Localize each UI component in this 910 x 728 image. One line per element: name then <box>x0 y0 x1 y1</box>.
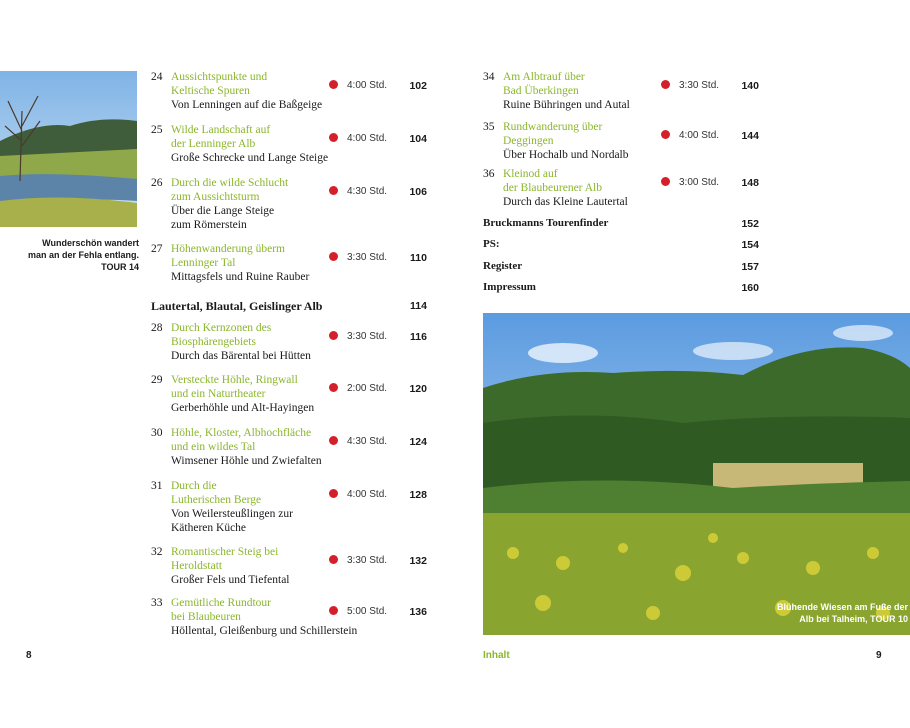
tour-number: 29 <box>151 374 163 386</box>
tour-title: Kleinod auf <box>503 168 558 180</box>
section-page: 114 <box>410 300 427 312</box>
tour-duration: 3:30 Std. <box>679 80 720 91</box>
tour-title: Am Albtrauf über <box>503 71 585 83</box>
tour-duration: 3:30 Std. <box>347 331 388 342</box>
difficulty-dot-icon <box>329 252 338 261</box>
tour-number: 31 <box>151 480 163 492</box>
difficulty-dot-icon <box>329 606 338 615</box>
difficulty-dot-icon <box>329 186 338 195</box>
tour-title: und ein Naturtheater <box>171 388 266 400</box>
tour-number: 24 <box>151 71 163 83</box>
tour-subtitle: Durch das Bärental bei Hütten <box>171 350 311 362</box>
tour-title: Höhle, Kloster, Albhochfläche <box>171 427 312 439</box>
difficulty-dot-icon <box>329 331 338 340</box>
tour-number: 34 <box>483 71 495 83</box>
toc-extra-page: 157 <box>741 261 759 273</box>
tour-page: 148 <box>741 177 759 189</box>
difficulty-dot-icon <box>329 133 338 142</box>
tour-subtitle: Ruine Bühringen und Autal <box>503 99 630 111</box>
tour-subtitle: Über Hochalb und Nordalb <box>503 149 629 161</box>
tour-subtitle: Kätheren Küche <box>171 522 247 534</box>
right-photo <box>483 313 910 635</box>
tour-title: Versteckte Höhle, Ringwall <box>171 374 298 386</box>
toc-extra-page: 152 <box>741 218 759 230</box>
tour-page: 110 <box>410 252 427 264</box>
tour-title: Lenninger Tal <box>171 257 236 269</box>
tour-duration: 5:00 Std. <box>347 606 388 617</box>
tour-number: 26 <box>151 177 163 189</box>
tour-number: 33 <box>151 597 163 609</box>
tour-title: Bad Überkingen <box>503 85 579 97</box>
tour-title: und ein wildes Tal <box>171 441 256 453</box>
tour-page: 124 <box>409 436 427 448</box>
left-caption <box>10 237 139 273</box>
tour-duration: 4:30 Std. <box>347 436 388 447</box>
left-caption-line: Wunderschön wandert <box>42 238 139 248</box>
left-caption-line: TOUR 14 <box>101 262 139 272</box>
tour-duration: 4:00 Std. <box>347 80 388 91</box>
tour-page: 128 <box>409 489 427 501</box>
difficulty-dot-icon <box>329 80 338 89</box>
footer-section: Inhalt <box>483 650 510 661</box>
tour-page: 104 <box>409 133 427 145</box>
difficulty-dot-icon <box>329 489 338 498</box>
tour-title: bei Blaubeuren <box>171 611 241 623</box>
tour-page: 120 <box>409 383 427 395</box>
section-heading: Lautertal, Blautal, Geislinger Alb <box>151 299 323 313</box>
left-photo <box>0 71 137 227</box>
difficulty-dot-icon <box>661 177 670 186</box>
tour-title: Durch die wilde Schlucht <box>171 177 289 189</box>
left-caption-line: man an der Fehla entlang. <box>27 250 139 260</box>
left-page-number: 8 <box>26 650 32 661</box>
tour-number: 32 <box>151 546 163 558</box>
tour-duration: 3:30 Std. <box>347 555 388 566</box>
difficulty-dot-icon <box>329 555 338 564</box>
tour-duration: 3:30 Std. <box>347 252 388 263</box>
toc-extra-label[interactable]: Register <box>483 260 523 272</box>
tour-number: 36 <box>483 168 495 180</box>
tour-page: 106 <box>409 186 427 198</box>
tour-subtitle: Durch das Kleine Lautertal <box>503 196 628 208</box>
tour-page: 136 <box>409 606 427 618</box>
tour-duration: 4:30 Std. <box>347 186 388 197</box>
tour-number: 28 <box>151 322 163 334</box>
tour-number: 25 <box>151 124 163 136</box>
tour-title: Durch die <box>171 480 217 492</box>
tour-page: 116 <box>410 331 427 343</box>
tour-subtitle: Mittagsfels und Ruine Rauber <box>171 271 310 283</box>
tour-title: Keltische Spuren <box>171 85 250 97</box>
tour-page: 102 <box>409 80 427 92</box>
tour-subtitle: Große Schrecke und Lange Steige <box>171 152 329 164</box>
tour-title: Gemütliche Rundtour <box>171 597 271 609</box>
tour-title: Biosphärengebiets <box>171 336 256 348</box>
tour-title: Wilde Landschaft auf <box>171 124 271 136</box>
tour-title: Lutherischen Berge <box>171 494 262 506</box>
tour-duration: 4:00 Std. <box>347 133 388 144</box>
tour-page: 140 <box>741 80 759 92</box>
difficulty-dot-icon <box>329 436 338 445</box>
tour-number: 30 <box>151 427 163 439</box>
difficulty-dot-icon <box>661 130 670 139</box>
tour-subtitle: zum Römerstein <box>171 219 247 231</box>
toc-extra-label[interactable]: Bruckmanns Tourenfinder <box>483 217 609 229</box>
tour-duration: 2:00 Std. <box>347 383 388 394</box>
toc-extra-label[interactable]: PS: <box>483 238 500 250</box>
tour-page: 144 <box>741 130 759 142</box>
tour-subtitle: Höllental, Gleißenburg und Schillerstein <box>171 625 358 637</box>
tour-title: Heroldstatt <box>171 560 223 572</box>
tour-subtitle: Wimsener Höhle und Zwiefalten <box>171 455 322 467</box>
tour-duration: 4:00 Std. <box>679 130 720 141</box>
toc-extra-page: 160 <box>741 282 759 294</box>
tour-subtitle: Von Lenningen auf die Baßgeige <box>171 99 323 111</box>
tour-title: Aussichtspunkte und <box>171 71 268 83</box>
tour-number: 35 <box>483 121 495 133</box>
tour-subtitle: Von Weilersteußlingen zur <box>171 508 293 520</box>
tour-title: zum Aussichtsturm <box>171 191 260 203</box>
tour-page: 132 <box>409 555 427 567</box>
tour-title: Deggingen <box>503 135 554 147</box>
tour-subtitle: Gerberhöhle und Alt-Hayingen <box>171 402 315 414</box>
toc-extra-label[interactable]: Impressum <box>483 281 536 293</box>
tour-duration: 3:00 Std. <box>679 177 720 188</box>
tour-title: Höhenwanderung überm <box>171 243 286 255</box>
difficulty-dot-icon <box>661 80 670 89</box>
tour-subtitle: Großer Fels und Tiefental <box>171 574 290 586</box>
tour-title: Romantischer Steig bei <box>171 546 279 558</box>
toc-extra-page: 154 <box>741 239 759 251</box>
tour-number: 27 <box>151 243 163 255</box>
right-caption-line: Blühende Wiesen am Fuße der <box>777 602 908 612</box>
difficulty-dot-icon <box>329 383 338 392</box>
right-page-number: 9 <box>876 650 882 661</box>
tour-title: Durch Kernzonen des <box>171 322 272 334</box>
tour-title: der Lenninger Alb <box>171 138 256 150</box>
right-caption-line: Alb bei Talheim, TOUR 10 <box>799 614 908 624</box>
tour-duration: 4:00 Std. <box>347 489 388 500</box>
tour-title: der Blaubeurener Alb <box>503 182 602 194</box>
tour-title: Rundwanderung über <box>503 121 603 133</box>
tour-subtitle: Über die Lange Steige <box>171 205 275 217</box>
right-caption <box>728 601 908 625</box>
